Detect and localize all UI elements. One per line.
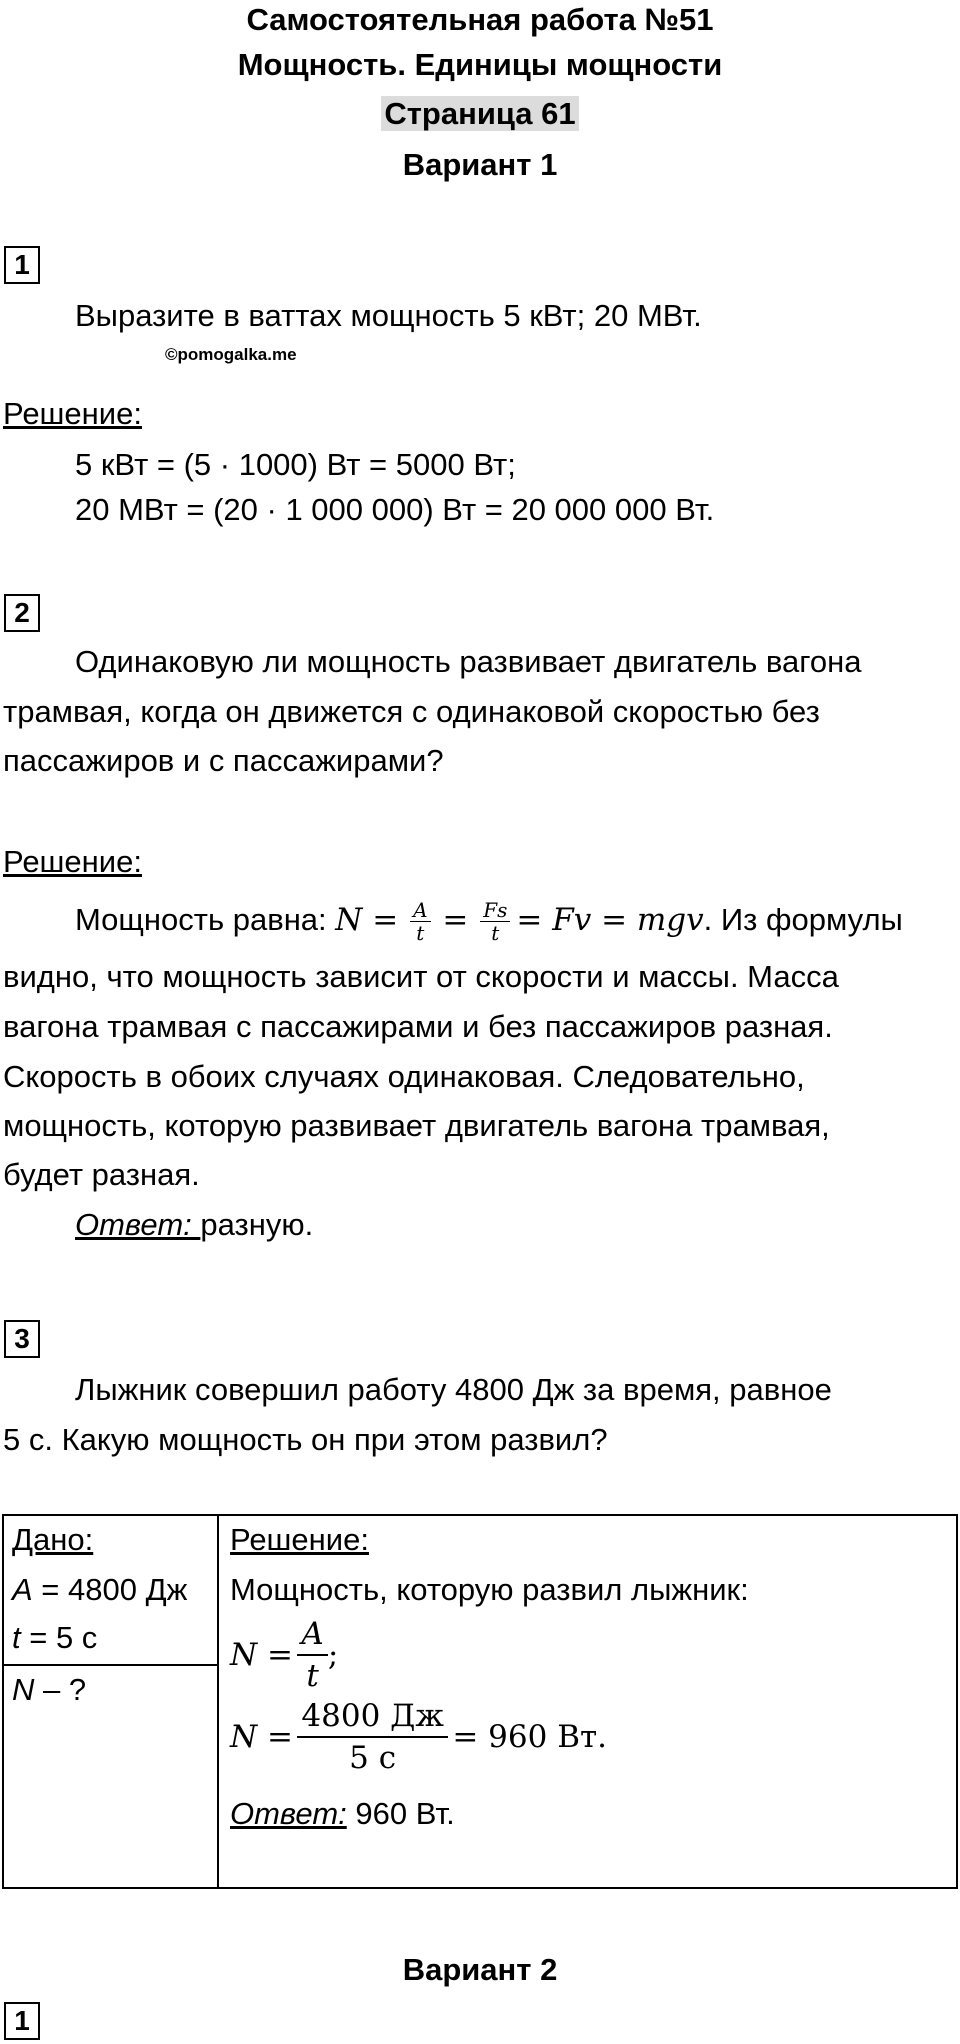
task-2-answer <box>75 1201 313 1249</box>
fraction-a-over-t: $\frac{A}{t}$ <box>410 899 430 944</box>
task-2-text-line-5: будет разная. <box>3 1157 200 1192</box>
topic-title: Мощность. Единицы мощности <box>237 47 723 82</box>
formula-tail: . Из формулы <box>703 902 903 937</box>
task-3-answer-value: 960 Вт. <box>346 1796 455 1831</box>
task-1-solution-label: Решение: <box>3 396 142 431</box>
answer-value: разную. <box>200 1207 314 1242</box>
task-2-question-line-1: Одинаковую ли мощность развивает двигатель вагона <box>75 644 862 679</box>
find-item: N – ? <box>12 1672 87 1707</box>
task-2-formula-line: Мощность равна: N = $\frac{A}{t}$ = $\frac{Fs}{t}$ = Fv = mgv. Из формулы <box>75 898 903 946</box>
formula-rest: = Fv = mgv <box>516 902 704 938</box>
formula-intro: Мощность равна: <box>75 902 336 937</box>
watermark: ©pomogalka.me <box>165 345 297 364</box>
task-3-question-line-1: Лыжник совершил работу 4800 Дж за время, равное <box>75 1372 832 1407</box>
formula-n-a-over-t: N = $\frac{A}{t}$ ; <box>230 1616 339 1694</box>
page-number: Страница 61 <box>381 96 578 131</box>
task-3-answer <box>230 1790 455 1838</box>
task-2-question-line-3: пассажиров и с пассажирами? <box>3 743 444 778</box>
task-2-number: 2 <box>4 594 40 632</box>
task-3-solution-intro: Мощность, которую развил лыжник: <box>230 1572 749 1607</box>
task-2-text-line-1: видно, что мощность зависит от скорости и массы. Масса <box>3 959 839 994</box>
task-2-text-line-3: Скорость в обоих случаях одинаковая. Следовательно, <box>3 1059 805 1094</box>
formula-n-computed: N = $\frac{4800 Дж}{5 с}$ = 960 Вт. <box>230 1698 607 1776</box>
work-title: Самостоятельная работа №51 <box>246 2 714 37</box>
table-column-divider <box>217 1514 219 1889</box>
given-label: Дано: <box>12 1522 94 1557</box>
task-2-solution-label: Решение: <box>3 844 142 879</box>
variant-1-heading: Вариант 1 <box>402 147 558 182</box>
task-3-number: 3 <box>4 1320 40 1358</box>
task-2-text-line-4: мощность, которую развивает двигатель вагона трамвая, <box>3 1108 830 1143</box>
task-2-question-line-2: трамвая, когда он движется с одинаковой скоростью без <box>3 694 820 729</box>
given-item-1: A = 4800 Дж <box>12 1572 188 1607</box>
page-label <box>0 94 960 134</box>
task-3-solution-label: Решение: <box>230 1522 369 1557</box>
task-1-line-2: 20 МВт = (20 · 1 000 000) Вт = 20 000 000 Вт. <box>75 492 715 527</box>
task-3-question-line-2: 5 с. Какую мощность он при этом развил? <box>3 1422 608 1457</box>
task-3-answer-label: Ответ: <box>230 1796 347 1831</box>
task-1-question: Выразите в ваттах мощность 5 кВт; 20 МВт. <box>75 298 702 333</box>
variant-2-heading: Вариант 2 <box>402 1952 558 1987</box>
formula-lhs: N <box>335 902 363 938</box>
task-1-line-1: 5 кВт = (5 · 1000) Вт = 5000 Вт; <box>75 447 516 482</box>
given-item-2: t = 5 с <box>12 1620 98 1655</box>
variant-2-task-1-number: 1 <box>4 2002 40 2040</box>
fraction-fs-over-t: $\frac{Fs}{t}$ <box>480 899 510 944</box>
task-1-number: 1 <box>4 246 40 284</box>
answer-label: Ответ: <box>75 1207 201 1242</box>
task-2-text-line-2: вагона трамвая с пассажирами и без пассажиров разная. <box>3 1009 833 1044</box>
